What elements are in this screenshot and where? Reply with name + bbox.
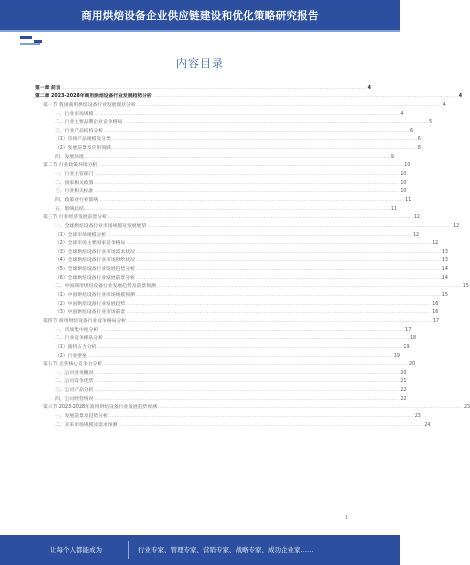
toc-entry-text: （1）中国烘焙设备行业市场规模预测 bbox=[55, 293, 135, 299]
toc-leader-dots: ........................................................................................................................................................................................................ bbox=[94, 189, 400, 195]
toc-entry[interactable] bbox=[35, 212, 420, 221]
toc-leader-dots: ........................................................................................................................................................................................................ bbox=[103, 128, 409, 134]
toc-entry-text: （6）全球烘焙设备行业发展前景分析 bbox=[55, 275, 135, 281]
toc-leader-dots: ........................................................................................................................................................................................................ bbox=[135, 267, 441, 273]
toc-leader-dots: ........................................................................................................................................................................................................ bbox=[111, 146, 417, 152]
toc-entry-text: 第五节 企业核心竞争力分析 bbox=[43, 362, 103, 368]
toc-entry[interactable] bbox=[35, 350, 400, 359]
toc-leader-dots: ........................................................................................................................................................................................................ bbox=[127, 318, 433, 324]
toc-entry-page: 17 bbox=[433, 318, 440, 324]
toc-entry-page: 21 bbox=[400, 379, 407, 385]
toc-entry-text: 四、发展环境 bbox=[55, 154, 84, 160]
toc-entry-page: 11 bbox=[390, 206, 397, 212]
toc-entry[interactable] bbox=[35, 402, 470, 411]
toc-entry[interactable] bbox=[35, 160, 411, 169]
logo-icon bbox=[20, 36, 56, 46]
toc-entry-text: 四、公司经营情况 bbox=[55, 396, 94, 402]
toc-entry-text: 第四节 商用烘焙设备行业竞争格局分析 bbox=[43, 318, 127, 324]
toc-entry[interactable] bbox=[35, 142, 421, 152]
toc-entry-text: 第一章 前言 bbox=[35, 85, 61, 91]
toc-entry-page: 14 bbox=[441, 267, 448, 273]
toc-entry-text: 一、发展前景及趋势分析 bbox=[55, 413, 108, 419]
table-of-contents bbox=[35, 82, 470, 428]
toc-entry-text: （2）全球市场主要国家竞争格局 bbox=[55, 241, 126, 247]
footer-divider bbox=[128, 541, 129, 559]
toc-title: 内容目录 bbox=[176, 57, 224, 70]
toc-entry-page: 15 bbox=[441, 293, 448, 299]
toc-entry-page: 10 bbox=[400, 172, 407, 178]
toc-entry[interactable] bbox=[35, 359, 416, 368]
toc-entry-text: 三、行业产品结构分析 bbox=[55, 128, 103, 134]
toc-entry[interactable] bbox=[35, 376, 407, 385]
banner-underline bbox=[0, 30, 400, 32]
toc-entry[interactable] bbox=[35, 125, 414, 134]
toc-entry[interactable] bbox=[35, 194, 412, 203]
toc-leader-dots: ........................................................................................................................................................................................................ bbox=[135, 249, 441, 255]
toc-entry-text: 二、中国商用烘焙设备行业发展趋势及前景预测 bbox=[55, 284, 156, 290]
page-number: 1 bbox=[344, 515, 348, 521]
toc-leader-dots: ........................................................................................................................................................................................................ bbox=[61, 85, 367, 91]
toc-entry-page: 5 bbox=[429, 120, 433, 126]
toc-entry[interactable] bbox=[35, 238, 439, 247]
toc-entry-text: 一、市场集中度分析 bbox=[55, 327, 99, 333]
toc-leader-dots: ........................................................................................................................................................................................................ bbox=[98, 163, 404, 169]
toc-leader-dots: ........................................................................................................................................................................................................ bbox=[118, 422, 424, 428]
toc-entry[interactable] bbox=[35, 272, 448, 281]
toc-entry-page: 17 bbox=[405, 327, 412, 333]
toc-leader-dots: ........................................................................................................................................................................................................ bbox=[126, 241, 432, 247]
toc-entry-text: 第一节 我国商用烘焙设备行业发展现状分析 bbox=[43, 102, 136, 108]
toc-entry-text: 三、行业相关标准 bbox=[55, 189, 94, 195]
toc-entry[interactable] bbox=[35, 333, 417, 342]
toc-entry[interactable] bbox=[35, 289, 448, 299]
toc-entry-text: 第六节 2023-2028年商用烘焙设备行业发展趋势预测 bbox=[43, 405, 158, 411]
toc-entry[interactable] bbox=[35, 151, 394, 160]
toc-entry-text: （2）行业壁垒 bbox=[55, 353, 87, 359]
toc-leader-dots: ........................................................................................................................................................................................................ bbox=[103, 336, 409, 342]
toc-entry-page: 19 bbox=[393, 353, 400, 359]
toc-leader-dots: ........................................................................................................................................................................................................ bbox=[84, 154, 390, 160]
toc-entry-text: 二、未来市场规模及需求预测 bbox=[55, 422, 118, 428]
toc-leader-dots: ........................................................................................................................................................................................................ bbox=[94, 370, 400, 376]
toc-leader-dots: ........................................................................................................................................................................................................ bbox=[94, 379, 400, 385]
toc-leader-dots: ........................................................................................................................................................................................................ bbox=[158, 405, 463, 411]
toc-entry-text: 一、行业市场规模 bbox=[55, 111, 94, 117]
toc-entry[interactable] bbox=[35, 99, 446, 108]
toc-entry-page: 20 bbox=[400, 370, 407, 376]
toc-entry[interactable] bbox=[35, 177, 407, 186]
toc-entry-page: 6 bbox=[417, 137, 421, 143]
toc-entry-page: 13 bbox=[441, 258, 448, 264]
toc-entry[interactable] bbox=[35, 91, 463, 100]
toc-entry-page: 8 bbox=[417, 146, 421, 152]
toc-entry-page: 22 bbox=[400, 396, 407, 402]
toc-entry-page: 4 bbox=[458, 94, 463, 100]
toc-entry-text: 第二章 2023-2028年商用烘焙设备行业发展趋势分析 bbox=[35, 94, 152, 100]
toc-entry[interactable] bbox=[35, 298, 439, 307]
toc-leader-dots: ........................................................................................................................................................................................................ bbox=[107, 232, 412, 238]
toc-entry-page: 10 bbox=[400, 189, 407, 195]
toc-leader-dots: ........................................................................................................................................................................................................ bbox=[152, 94, 458, 100]
toc-leader-dots: ........................................................................................................................................................................................................ bbox=[94, 180, 400, 186]
toc-entry-page: 13 bbox=[441, 249, 448, 255]
toc-entry-page: 24 bbox=[424, 422, 431, 428]
toc-entry-text: 三、公司产品分析 bbox=[55, 388, 94, 394]
toc-entry-page: 9 bbox=[390, 154, 394, 160]
toc-entry[interactable] bbox=[35, 203, 397, 212]
footer-banner bbox=[0, 535, 400, 565]
toc-entry[interactable] bbox=[35, 419, 431, 428]
toc-entry-page: 18 bbox=[409, 336, 417, 342]
toc-leader-dots: ........................................................................................................................................................................................................ bbox=[123, 120, 429, 126]
toc-entry-text: （5）全球烘焙设备行业发展趋势分析 bbox=[55, 267, 135, 273]
toc-entry-page: 23 bbox=[464, 405, 470, 411]
toc-entry-page: 14 bbox=[441, 275, 448, 281]
toc-entry-page: 12 bbox=[453, 223, 460, 229]
toc-entry-text: 第三节 行业经济发展前景分析 bbox=[43, 215, 107, 221]
toc-entry[interactable] bbox=[35, 384, 407, 394]
toc-entry-page: 12 bbox=[413, 232, 420, 238]
toc-entry-page: 11 bbox=[405, 197, 412, 203]
toc-entry-text: 一、公司业务概况 bbox=[55, 370, 94, 376]
toc-entry-page: 4 bbox=[442, 102, 446, 108]
toc-leader-dots: ........................................................................................................................................................................................................ bbox=[84, 206, 390, 212]
toc-entry[interactable] bbox=[35, 341, 410, 350]
toc-entry-text: 二、公司竞争优势 bbox=[55, 379, 94, 385]
toc-entry-text: （1）市场产品规模及分类 bbox=[55, 137, 111, 143]
toc-entry[interactable] bbox=[35, 220, 460, 229]
toc-entry-text: （4）全球烘焙设备行业市场供给状况 bbox=[55, 258, 135, 264]
toc-entry-page: 10 bbox=[400, 180, 407, 186]
toc-leader-dots: ........................................................................................................................................................................................................ bbox=[135, 258, 441, 264]
toc-entry[interactable] bbox=[35, 168, 407, 178]
toc-entry[interactable] bbox=[35, 246, 448, 255]
toc-leader-dots: ........................................................................................................................................................................................................ bbox=[135, 275, 441, 281]
toc-entry-text: （1）全球市场规模分析 bbox=[55, 232, 107, 238]
toc-entry[interactable] bbox=[35, 82, 371, 91]
toc-entry-text: 一、行业主管部门 bbox=[55, 172, 94, 178]
toc-leader-dots: ........................................................................................................................................................................................................ bbox=[135, 293, 441, 299]
toc-entry[interactable] bbox=[35, 263, 448, 273]
toc-entry-page: 20 bbox=[409, 362, 416, 368]
toc-entry[interactable] bbox=[35, 367, 407, 376]
toc-entry-page: 10 bbox=[404, 163, 411, 169]
toc-leader-dots: ........................................................................................................................................................................................................ bbox=[94, 396, 400, 402]
toc-leader-dots: ........................................................................................................................................................................................................ bbox=[107, 215, 413, 221]
toc-entry[interactable] bbox=[35, 108, 404, 117]
report-title: 商用烘焙设备企业供应链建设和优化策略研究报告 bbox=[81, 10, 319, 22]
toc-entry-page: 23 bbox=[414, 413, 421, 419]
toc-entry-text: （1）波特五力分析 bbox=[55, 344, 97, 350]
toc-entry-text: （3）中国烘焙设备行业市场前景 bbox=[55, 310, 126, 316]
toc-entry-page: 6 bbox=[409, 128, 414, 134]
toc-entry-text: （2）发展前景及应用领域 bbox=[55, 146, 111, 152]
toc-leader-dots: ........................................................................................................................................................................................................ bbox=[99, 327, 405, 333]
toc-entry[interactable] bbox=[35, 307, 439, 316]
toc-entry-page: 12 bbox=[432, 241, 439, 247]
toc-entry-text: 五、影响总结 bbox=[55, 206, 84, 212]
toc-entry-page: 16 bbox=[432, 310, 439, 316]
toc-leader-dots: ........................................................................................................................................................................................................ bbox=[136, 102, 442, 108]
toc-leader-dots: ........................................................................................................................................................................................................ bbox=[97, 344, 403, 350]
toc-leader-dots: ........................................................................................................................................................................................................ bbox=[87, 353, 393, 359]
toc-entry[interactable] bbox=[35, 134, 421, 143]
toc-entry-text: 第二节 行业政策环境分析 bbox=[43, 163, 98, 169]
toc-entry-page: 4 bbox=[400, 111, 404, 117]
toc-leader-dots: ........................................................................................................................................................................................................ bbox=[126, 301, 432, 307]
toc-entry-text: （2）中国烘焙设备行业发展趋势 bbox=[55, 301, 126, 307]
toc-entry-page: 19 bbox=[403, 344, 410, 350]
toc-entry[interactable] bbox=[35, 393, 407, 402]
footer-slogan-right: 行业专家、管理专家、营销专家、战略专家、成功企业家…… bbox=[138, 546, 314, 554]
toc-entry-page: 15 bbox=[462, 284, 469, 290]
top-banner bbox=[0, 0, 400, 30]
toc-entry-text: 四、政策对行业影响 bbox=[55, 197, 99, 203]
toc-leader-dots: ........................................................................................................................................................................................................ bbox=[111, 137, 417, 143]
toc-entry-page: 12 bbox=[413, 215, 420, 221]
toc-leader-dots: ........................................................................................................................................................................................................ bbox=[147, 223, 453, 229]
toc-entry-text: 二、行业竞争梯队分析 bbox=[55, 336, 103, 342]
footer-slogan-left: 让每个人都能成为 bbox=[50, 546, 102, 554]
toc-entry-page: 22 bbox=[400, 388, 407, 394]
toc-leader-dots: ........................................................................................................................................................................................................ bbox=[108, 413, 414, 419]
toc-entry-page: 16 bbox=[432, 301, 439, 307]
toc-entry[interactable] bbox=[35, 324, 412, 333]
toc-entry[interactable] bbox=[35, 315, 440, 324]
toc-leader-dots: ........................................................................................................................................................................................................ bbox=[156, 284, 462, 290]
toc-leader-dots: ........................................................................................................................................................................................................ bbox=[94, 111, 400, 117]
toc-leader-dots: ........................................................................................................................................................................................................ bbox=[94, 388, 400, 394]
toc-entry-text: 二、国家相关政策 bbox=[55, 180, 94, 186]
toc-entry[interactable] bbox=[35, 229, 420, 238]
toc-leader-dots: ........................................................................................................................................................................................................ bbox=[94, 172, 400, 178]
toc-entry-page: 4 bbox=[367, 85, 371, 91]
toc-entry[interactable] bbox=[35, 255, 448, 264]
toc-leader-dots: ........................................................................................................................................................................................................ bbox=[99, 197, 405, 203]
toc-leader-dots: ........................................................................................................................................................................................................ bbox=[103, 362, 409, 368]
toc-leader-dots: ........................................................................................................................................................................................................ bbox=[126, 310, 432, 316]
toc-entry[interactable] bbox=[35, 410, 421, 419]
toc-entry[interactable] bbox=[35, 186, 407, 195]
toc-entry-text: （3）全球烘焙设备行业市场需求状况 bbox=[55, 249, 135, 255]
toc-entry-text: 一、全球烘焙设备行业市场规模及发展展望 bbox=[55, 223, 147, 229]
toc-entry-text: 二、行业主要品牌企业竞争格局 bbox=[55, 120, 123, 126]
toc-entry[interactable] bbox=[35, 281, 469, 290]
toc-entry[interactable] bbox=[35, 117, 433, 126]
